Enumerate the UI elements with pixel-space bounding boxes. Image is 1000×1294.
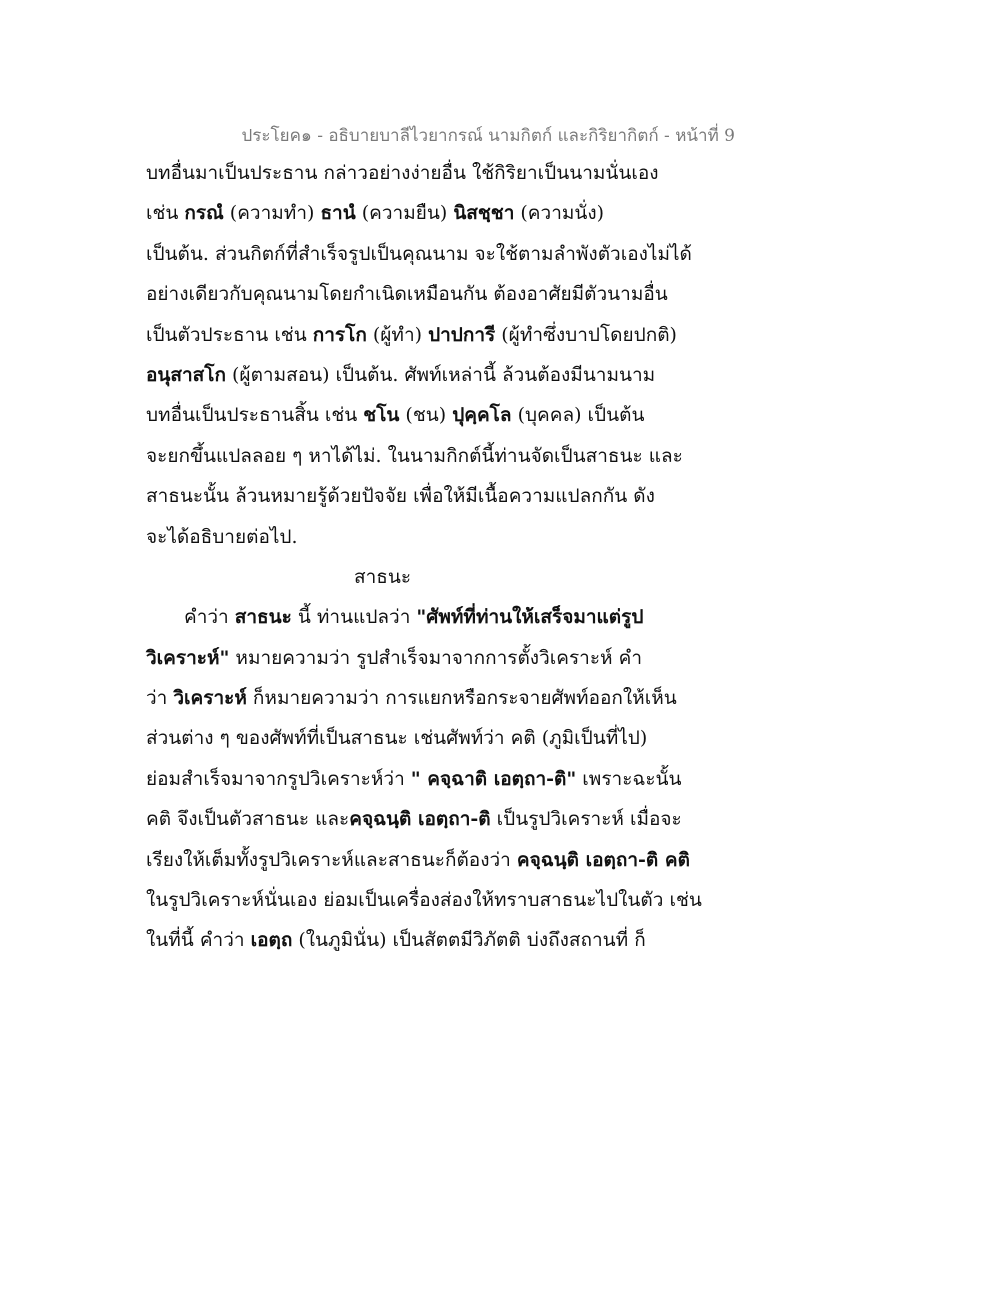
text-line [146,920,846,960]
bold-term: ชโน [363,404,400,427]
running-header [0,122,1000,149]
bold-term: การโก [312,323,367,346]
bold-term: กรณํ [184,202,224,225]
text-run: เป็นตัวประธาน เช่น [146,323,313,346]
text-run: จะยกขึ้นแปลลอย ๆ หาได้ไม่. ในนามกิกต์นี้ท่านจัดเป็นสาธนะ และ [146,444,683,467]
bold-term: ปุคฺคโล [452,404,512,427]
text-line [146,517,846,557]
text-line [146,153,846,193]
text-run: บทอื่นมาเป็นประธาน กล่าวอย่างง่ายอื่น ใช้กิริยาเป็นนามนั่นเอง [146,162,659,184]
text-line [146,638,846,678]
text-run: คติ จึงเป็นตัวสาธนะ และ [146,808,350,831]
bold-term: "ศัพท์ที่ท่านให้เสร็จมาแต่รูป [416,606,644,629]
text-run: (ผู้ทำซึ่งบาปโดยปกติ) [495,323,677,346]
text-run: (ความนั่ง) [514,202,605,225]
text-run: สาธนะนั้น ล้วนหมายรู้ด้วยปัจจัย เพื่อให้มีเนื้อความแปลกกัน ดัง [146,485,655,508]
bold-term: " คจฺฉาติ เอตฺถา-ติ" [410,767,577,790]
paragraph-2 [146,597,846,961]
text-run: คำว่า [184,606,235,629]
running-title: ประโยค๑ - อธิบายบาลีไวยากรณ์ นามกิตก์ และกิริยากิตก์ - หน้าที่ 9 [241,126,735,146]
text-line [146,759,846,799]
text-run: ในที่นี้ คำว่า [146,929,251,952]
bold-term: อนุสาสโก [146,363,226,386]
text-run: เป็นรูปวิเคราะห์ เมื่อจะ [490,808,682,831]
bold-term: เอตฺถ [250,929,293,952]
text-run: (ผู้ทำ) [366,323,429,346]
text-line [146,234,846,274]
bold-term: วิเคราะห์" [146,646,230,669]
bold-term: ปาปการี [428,323,496,346]
text-run: (ในภูมินั่น) เป็นสัตตมีวิภัตติ บ่งถึงสถานที่ ก็ [292,929,646,952]
text-line [146,840,846,880]
text-run: (ความยืน) [355,202,454,225]
text-run: (บุคคล) เป็นต้น [511,404,645,427]
bold-term: สาธนะ [234,606,292,629]
text-run: อย่างเดียวกับคุณนามโดยกำเนิดเหมือนกัน ต้องอาศัยมีตัวนามอื่น [146,283,668,306]
section-heading [146,557,846,597]
text-line [146,718,846,758]
text-line [146,436,846,476]
text-run: เช่น [146,202,185,225]
text-line [146,193,846,233]
text-line [146,274,846,314]
text-line [146,315,846,355]
text-run: นี้ ท่านแปลว่า [291,606,417,629]
text-run: ในรูปวิเคราะห์นั่นเอง ย่อมเป็นเครื่องส่องให้ทราบสาธนะไปในตัว เช่น [146,889,702,912]
text-run: เพราะฉะนั้น [576,767,682,790]
bold-term: ธานํ [320,202,356,225]
text-run: (ผู้ตามสอน) เป็นต้น. ศัพท์เหล่านี้ ล้วนต้องมีนามนาม [225,363,656,386]
bold-term: นิสชฺชา [453,202,515,225]
text-line [146,799,846,839]
text-run: เป็นต้น. ส่วนกิตก์ที่สำเร็จรูปเป็นคุณนาม จะใช้ตามลำพังตัวเองไม่ได้ [146,242,692,265]
text-run: ส่วนต่าง ๆ ของศัพท์ที่เป็นสาธนะ เช่นศัพท์ว่า คติ (ภูมิเป็นที่ไป) [146,727,648,750]
text-run: (ความทำ) [223,202,321,225]
page-body [146,153,846,961]
section-heading-text: สาธนะ [354,565,412,588]
text-run: (ชน) [399,404,453,427]
text-run: บทอื่นเป็นประธานสิ้น เช่น [146,404,364,427]
bold-term: คจฺฉนฺติ เอตฺถา-ติ คติ [516,848,690,871]
text-line [146,395,846,435]
text-run: หมายความว่า รูปสำเร็จมาจากการตั้งวิเคราะห์ คำ [229,646,642,669]
text-run: ย่อมสำเร็จมาจากรูปวิเคราะห์ว่า [146,767,411,790]
text-run: จะได้อธิบายต่อไป. [146,525,298,548]
text-run: เรียงให้เต็มทั้งรูปวิเคราะห์และสาธนะก็ต้องว่า [146,848,517,871]
text-line [146,880,846,920]
text-run: ว่า [146,687,174,710]
text-line [146,678,846,718]
text-line [146,355,846,395]
text-run: ก็หมายความว่า การแยกหรือกระจายศัพท์ออกให้เห็น [246,687,677,710]
bold-term: คจฺฉนฺติ เอตฺถา-ติ [349,808,491,831]
text-line [146,476,846,516]
text-line [146,597,846,637]
paragraph-1 [146,153,846,557]
bold-term: วิเคราะห์ [173,687,247,710]
